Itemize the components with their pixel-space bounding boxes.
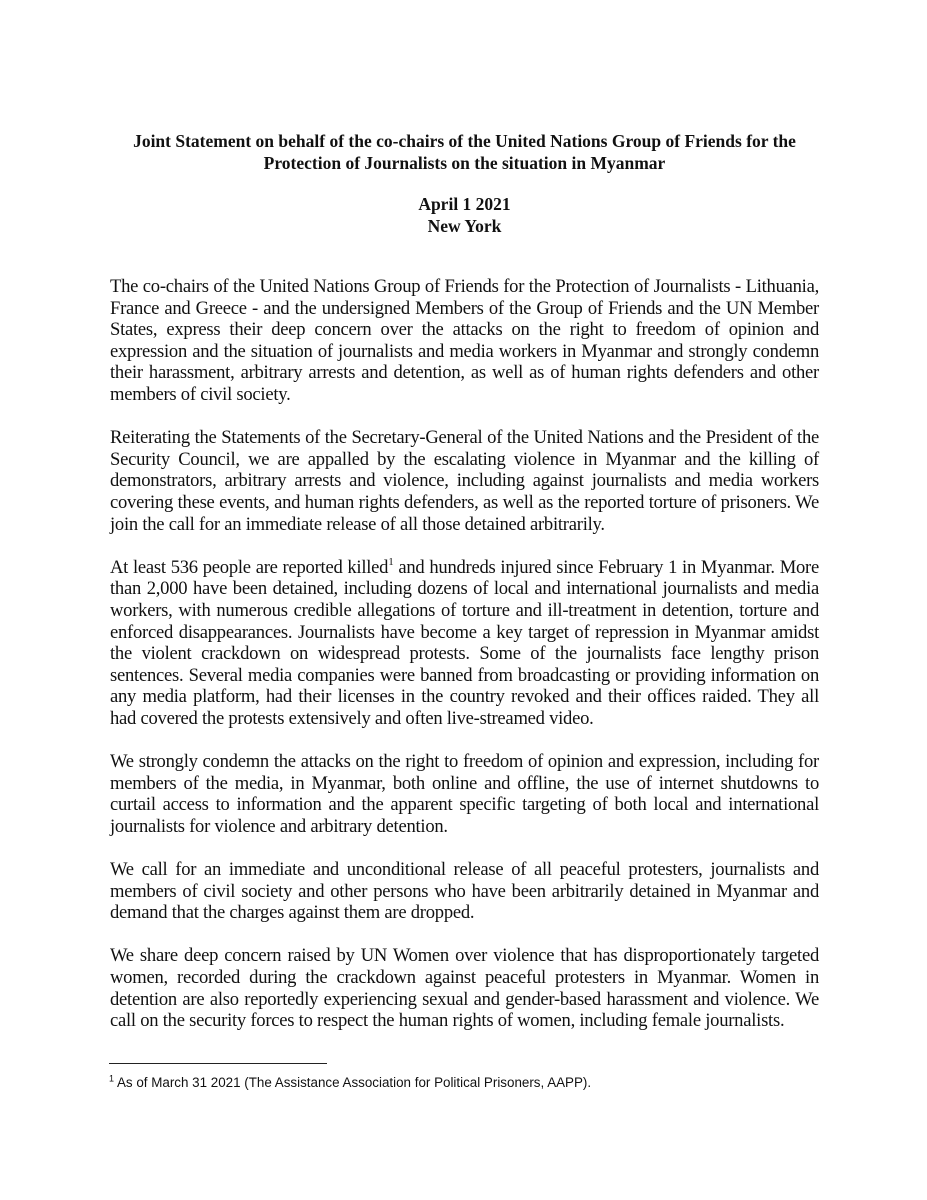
paragraph-casualty-text-end: and hundreds injured since February 1 in Myanmar. More than 2,000 have been detained, including dozens of local and international journalists and media workers, with numerous credible allegations of torture and ill-treatment in detention, torture and enforced disappearances. Journalists have become a key target of repression in Myanmar amidst the violent crackdown on widespread protests. Some of the journalists face lengthy prison sentences. Several media companies were banned from broadcasting or providing information on any media platform, had their licenses in the country revoked and their offices raided. They all had covered the protests extensively and often live-streamed video. (110, 556, 819, 729)
footnote-number: 1 (109, 1073, 115, 1084)
title-line-2: Protection of Journalists on the situation in Myanmar (263, 153, 666, 173)
paragraph-condemn-attacks: We strongly condemn the attacks on the right to freedom of opinion and expression, including for members of the media, in Myanmar, both online and offline, the use of internet shutdowns to curtail access to information and the apparent specific targeting of both local and international journalists for violence and arbitrary detention. (110, 751, 819, 837)
paragraph-reiterating-statements: Reiterating the Statements of the Secretary-General of the United Nations and the President of the Security Council, we are appalled by the escalating violence in Myanmar and the killing of demonstrators, arbitrary arrests and violence, including against journalists and media workers covering these events, and human rights defenders, as well as the reported torture of prisoners. We join the call for an immediate release of all those detained arbitrarily. (110, 427, 819, 535)
paragraph-casualty-text-start: At least 536 people are reported killed (110, 556, 389, 578)
document-title (100, 130, 829, 174)
statement-body (110, 276, 819, 1053)
paragraph-call-for-release: We call for an immediate and unconditional release of all peaceful protesters, journalists and members of civil society and other persons who have been arbitrarily detained in Myanmar and demand that the charges against them are dropped. (110, 859, 819, 924)
statement-location: New York (427, 216, 502, 236)
paragraph-un-women-concern: We share deep concern raised by UN Women over violence that has disproportionately targeted women, recorded during the crackdown against peaceful protesters in Myanmar. Women in detention are also reportedly experiencing sexual and gender-based harassment and violence. We call on the security forces to respect the human rights of women, including female journalists. (110, 945, 819, 1032)
title-line-1: Joint Statement on behalf of the co-chairs of the United Nations Group of Friends for the (133, 131, 796, 151)
footnote-reference[interactable]: 1 (388, 555, 394, 568)
footnote (109, 1075, 591, 1091)
footnote-text: As of March 31 2021 (The Assistance Association for Political Prisoners, AAPP). (114, 1075, 592, 1090)
dateline (100, 193, 829, 237)
footnote-separator (109, 1063, 327, 1064)
statement-date: April 1 2021 (418, 194, 511, 214)
paragraph-casualty-figures (110, 557, 819, 730)
paragraph-co-chairs-concern: The co-chairs of the United Nations Group of Friends for the Protection of Journalists - Lithuania, France and Greece - and the undersigned Members of the Group of Friends and the UN Member States, express their deep concern over the attacks on the right to freedom of opinion and expression and the situation of journalists and media workers in Myanmar and strongly condemn their harassment, arbitrary arrests and detention, as well as of human rights defenders and other members of civil society. (110, 276, 819, 405)
